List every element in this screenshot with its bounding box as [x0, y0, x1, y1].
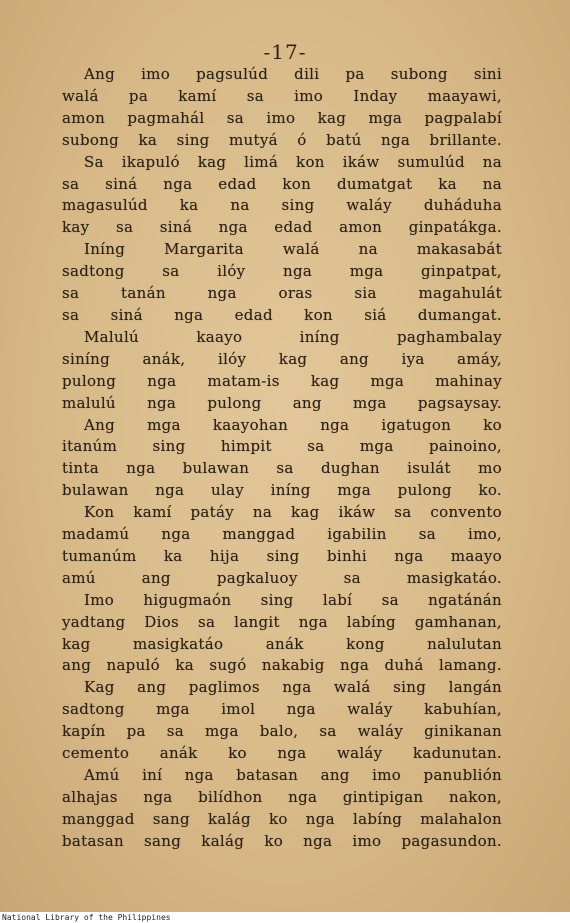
- poem-line: siníng anák, ilóy kag ang iya amáy,: [62, 349, 502, 368]
- stanza-8: [62, 677, 502, 765]
- poem-line: malulú nga pulong ang mga pagsaysay.: [62, 393, 502, 412]
- stanza-3: [62, 239, 502, 327]
- poem-line: pulong nga matam-is kag mga mahinay: [62, 371, 502, 390]
- stanza-7: [62, 590, 502, 678]
- poem-line: sa siná nga edad kon siá dumangat.: [62, 305, 502, 324]
- poem-line: Kag ang paglimos nga walá sing langán: [84, 678, 502, 697]
- poem-line: sadtong sa ilóy nga mga ginpatpat,: [62, 262, 502, 281]
- poem-line: kag masigkatáo anák kong nalulutan: [62, 634, 502, 653]
- poem-line: amú ang pagkaluoy sa masigkatáo.: [62, 568, 502, 587]
- poem-line: Ang imo pagsulúd dili pa subong sini: [84, 65, 502, 83]
- stanza-4: [62, 327, 502, 415]
- poem-line: Sa ikapuló kag limá kon ikáw sumulúd na: [84, 152, 502, 171]
- stanza-6: [62, 502, 502, 590]
- poem-line: batasan sang kalág ko nga imo pagasundon.: [62, 831, 502, 850]
- poem-line: madamú nga manggad igabilin sa imo,: [62, 525, 502, 544]
- poem-line: amon pagmahál sa imo kag mga pagpalabí: [62, 108, 502, 127]
- poem-line: walá pa kamí sa imo Inday maayawi,: [62, 86, 502, 105]
- poem-line: Iníng Margarita walá na makasabát: [84, 240, 502, 259]
- poem-text: [62, 64, 502, 853]
- poem-line: alhajas nga bilídhon nga gintipigan nakon,: [62, 787, 502, 806]
- poem-line: magasulúd ka na sing waláy duháduha: [62, 196, 502, 215]
- poem-line: Amú iní nga batasan ang imo panublión: [84, 766, 502, 784]
- page-number: -17-: [263, 40, 307, 64]
- poem-line: kapín pa sa mga balo, sa waláy ginikanan: [62, 722, 502, 741]
- poem-line: Malulú kaayo iníng paghambalay: [84, 327, 502, 346]
- poem-line: cemento anák ko nga waláy kadunutan.: [62, 744, 502, 763]
- poem-line: sa siná nga edad kon dumatgat ka na: [62, 174, 502, 193]
- poem-line: kay sa siná nga edad amon ginpatákga.: [62, 218, 502, 237]
- poem-line: Kon kamí patáy na kag ikáw sa convento: [84, 503, 502, 522]
- library-credit: National Library of the Philippines: [2, 913, 171, 922]
- poem-line: manggad sang kalág ko nga labíng malahalon: [62, 809, 502, 828]
- poem-line: sadtong mga imol nga waláy kabuhían,: [62, 700, 502, 719]
- poem-line: subong ka sing mutyá ó batú nga brillante.: [62, 130, 502, 149]
- poem-line: bulawan nga ulay iníng mga pulong ko.: [62, 481, 502, 500]
- poem-line: ang napuló ka sugó nakabig nga duhá lamang.: [62, 656, 502, 675]
- poem-line: itanúm sing himpit sa mga painoino,: [62, 437, 502, 456]
- poem-line: yadtang Dios sa langit nga labíng gamhanan,: [62, 612, 502, 631]
- poem-line: Ang mga kaayohan nga igatugon ko: [84, 415, 502, 434]
- stanza-1: [62, 64, 502, 152]
- poem-line: Imo higugmaón sing labí sa ngatánán: [84, 590, 502, 609]
- poem-line: sa tanán nga oras sia magahulát: [62, 284, 502, 303]
- stanza-5: [62, 415, 502, 503]
- stanza-9: [62, 765, 502, 853]
- poem-line: tinta nga bulawan sa dughan isulát mo: [62, 459, 502, 478]
- stanza-2: [62, 152, 502, 240]
- poem-line: tumanúm ka hija sing binhi nga maayo: [62, 546, 502, 565]
